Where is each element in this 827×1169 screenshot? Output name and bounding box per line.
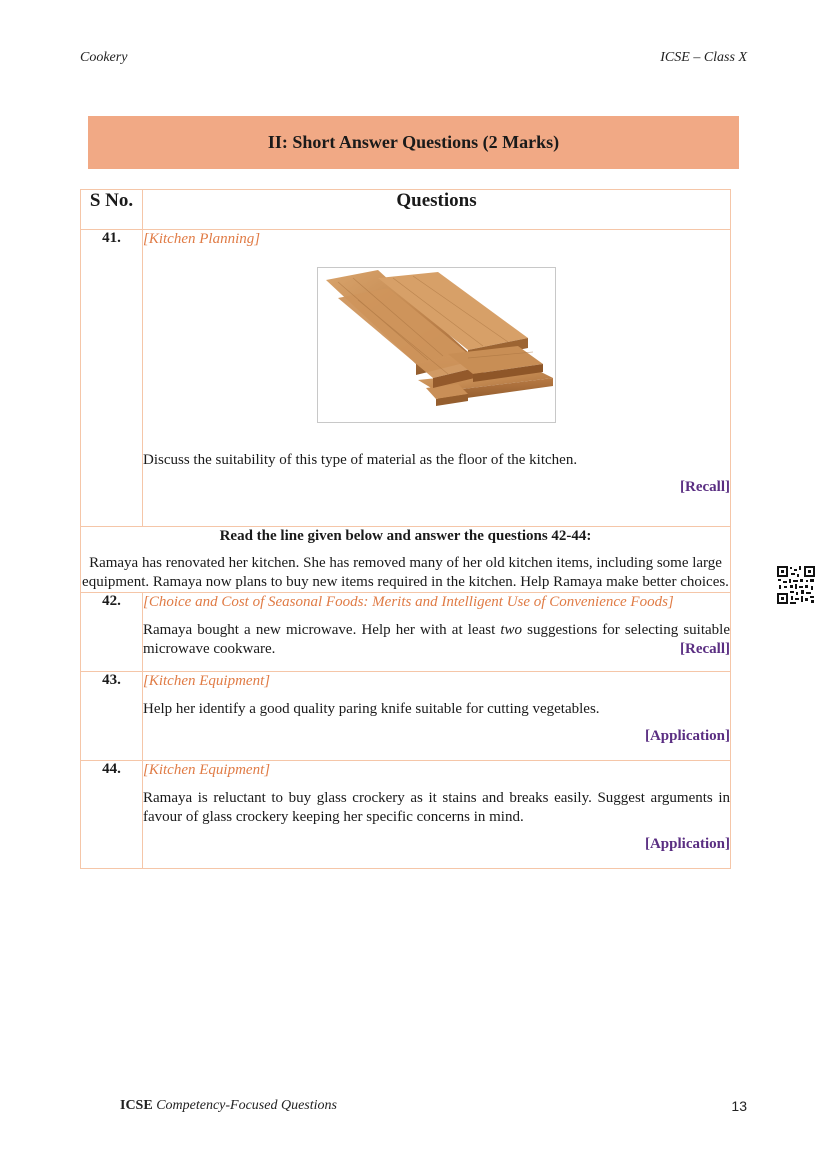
passage-title: Read the line given below and answer the questions 42-44: bbox=[219, 528, 592, 544]
page-number: 13 bbox=[731, 1098, 747, 1114]
question-text-emphasis: two bbox=[500, 622, 523, 638]
footer-subtitle: Competency-Focused Questions bbox=[156, 1098, 337, 1113]
question-number: 43. bbox=[81, 672, 143, 761]
question-topic: [Choice and Cost of Seasonal Foods: Merits and Intelligent Use of Convenience Foods] bbox=[143, 594, 674, 610]
question-text: Help her identify a good quality paring knife suitable for cutting vegetables. bbox=[143, 701, 600, 717]
table-row-passage bbox=[81, 527, 731, 593]
question-topic: [Kitchen Equipment] bbox=[143, 762, 271, 778]
question-cell bbox=[143, 593, 731, 672]
footer-brand: ICSE bbox=[120, 1098, 153, 1113]
question-text: Ramaya is reluctant to buy glass crockery as it stains and breaks easily. Suggest arguments in favour of glass crockery keeping her specific concerns in mind. bbox=[143, 790, 730, 825]
qr-code-icon[interactable] bbox=[776, 565, 816, 605]
column-header-questions: Questions bbox=[143, 190, 731, 230]
question-cell bbox=[143, 672, 731, 761]
table-row-q44 bbox=[81, 761, 731, 869]
wood-planks-illustration bbox=[318, 268, 555, 422]
table-row-q42 bbox=[81, 593, 731, 672]
table-row-q41 bbox=[81, 230, 731, 527]
question-tag: [Recall] bbox=[680, 641, 730, 657]
footer-title bbox=[120, 1098, 337, 1114]
passage-cell bbox=[81, 527, 731, 593]
question-tag: [Recall] bbox=[680, 479, 730, 495]
header-class: ICSE – Class X bbox=[660, 50, 747, 65]
table-header-row bbox=[81, 190, 731, 230]
header-subject: Cookery bbox=[80, 50, 128, 65]
question-cell bbox=[143, 230, 731, 527]
question-number: 41. bbox=[81, 230, 143, 527]
questions-table bbox=[80, 189, 731, 869]
column-header-sno: S No. bbox=[81, 190, 143, 230]
question-number: 42. bbox=[81, 593, 143, 672]
question-text: Discuss the suitability of this type of material as the floor of the kitchen. bbox=[143, 452, 578, 468]
question-text bbox=[143, 621, 730, 659]
table-row-q43 bbox=[81, 672, 731, 761]
section-title: II: Short Answer Questions (2 Marks) bbox=[267, 132, 560, 152]
wooden-planks-image bbox=[317, 267, 556, 423]
question-topic: [Kitchen Planning] bbox=[143, 231, 261, 247]
question-cell bbox=[143, 761, 731, 869]
question-text-part2: suggestions for selecting suitable microwave cookware. bbox=[143, 622, 730, 657]
section-banner bbox=[88, 116, 739, 169]
question-tag: [Application] bbox=[644, 728, 730, 744]
question-tag: [Application] bbox=[644, 836, 730, 852]
question-text-part1: Ramaya bought a new microwave. Help her with at least bbox=[143, 622, 501, 638]
passage-text: Ramaya has renovated her kitchen. She has removed many of her old kitchen items, including some large equipment. Ramaya now plans to buy new items required in the kitchen. Help Ramaya make better choices. bbox=[82, 555, 729, 590]
question-number: 44. bbox=[81, 761, 143, 869]
question-topic: [Kitchen Equipment] bbox=[143, 673, 271, 689]
